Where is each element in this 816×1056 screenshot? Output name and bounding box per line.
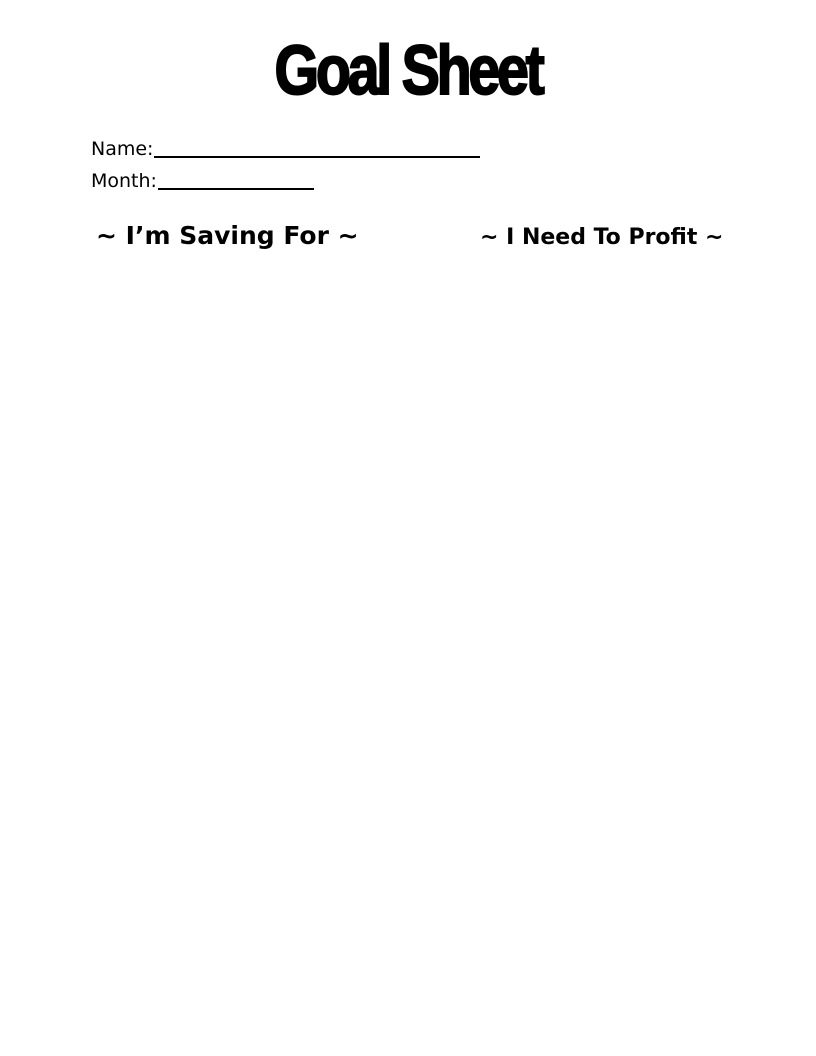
month-blank-line[interactable] bbox=[158, 170, 314, 190]
month-field-row bbox=[91, 169, 314, 193]
name-field-row bbox=[91, 137, 480, 161]
month-label: Month: bbox=[91, 170, 157, 192]
page-title: Goal Sheet bbox=[274, 31, 542, 109]
name-label: Name: bbox=[91, 138, 154, 160]
saving-for-heading: ~ I’m Saving For ~ bbox=[96, 221, 359, 250]
name-blank-line[interactable] bbox=[154, 138, 480, 158]
need-to-profit-heading: ~ I Need To Profit ~ bbox=[480, 225, 724, 250]
